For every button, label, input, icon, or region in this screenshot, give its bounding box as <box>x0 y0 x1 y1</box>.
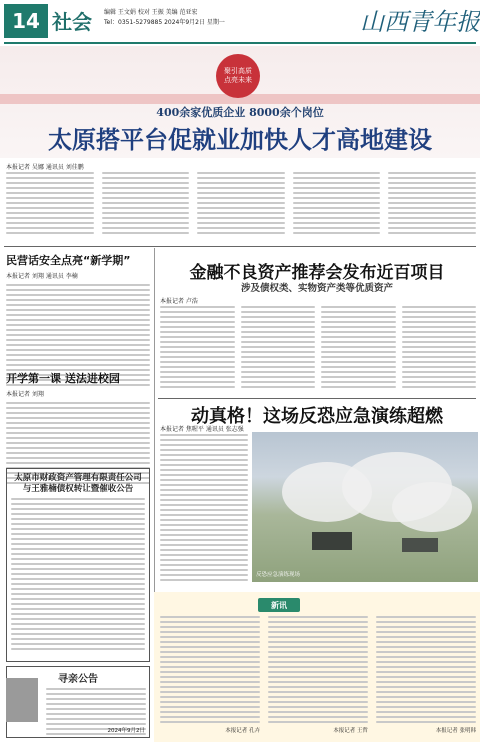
top-article-headline: 太原搭平台促就业加快人才高地建设 <box>48 125 432 154</box>
vehicle <box>402 538 438 552</box>
text-column <box>293 172 381 242</box>
news-item <box>160 616 260 738</box>
stamp-text: 点亮未来 <box>224 76 252 84</box>
finance-subtitle: 涉及债权类、实物资产类等优质资产 <box>240 283 393 294</box>
section-title: 社会 <box>52 10 92 34</box>
stamp-text: 聚引高质 <box>224 66 252 75</box>
text-column <box>241 306 316 396</box>
search-notice-date: 2024年9月2日 <box>107 728 145 734</box>
news-item-byline: 本报记者 王哲 <box>333 728 368 734</box>
header-rule <box>4 42 476 44</box>
header-meta <box>104 8 225 27</box>
news-item-byline: 本报记者 张明韩 <box>435 728 476 734</box>
page-header <box>0 0 480 46</box>
banner-stamp <box>216 54 260 98</box>
vehicle <box>312 532 352 550</box>
left-article-byline: 本报记者 刘翔 <box>6 391 44 398</box>
news-item-byline: 本报记者 孔卉 <box>225 728 260 734</box>
news-item <box>376 616 476 738</box>
drill-photo <box>252 432 478 582</box>
section-divider <box>4 246 476 247</box>
left-article-headline: 民营话安全点亮“新学期” <box>6 254 131 267</box>
header-meta-line: 编辑 王文娟 校对 王振 美编 范亚宏 <box>104 9 198 16</box>
text-column <box>160 306 235 396</box>
left-article-headline: 开学第一课 送法进校园 <box>6 372 120 385</box>
finance-headline: 金融不良资产推荐会发布近百项目 <box>189 263 445 283</box>
masthead-logo: 山西青年报 <box>360 8 480 36</box>
notice-body <box>11 498 145 650</box>
notice-box <box>6 468 150 662</box>
search-notice-title: 寻亲公告 <box>58 674 98 685</box>
top-article-byline: 本报记者 吴娜 通讯员 刘佳鹏 <box>6 164 84 171</box>
drill-headline: 动真格！这场反恐应急演练超燃 <box>191 406 443 427</box>
notice-title: 太原市财政资产管理有限责任公司与王雅楠债权转让暨催收公告 <box>14 473 142 495</box>
section-divider <box>158 398 476 399</box>
news-item <box>268 616 368 738</box>
person-photo <box>6 678 38 722</box>
finance-byline: 本报记者 卢浩 <box>160 298 198 305</box>
top-article-body <box>6 172 476 242</box>
left-article-byline: 本报记者 刘翔 通讯员 李楠 <box>6 273 78 280</box>
header-meta-line: Tel：0351-5279885 2024年9月2日 星期一 <box>104 18 225 26</box>
top-article-subtitle: 400余家优质企业 8000余个岗位 <box>156 106 324 119</box>
text-column <box>102 172 190 242</box>
text-column <box>321 306 396 396</box>
smoke-cloud <box>392 482 472 532</box>
text-column <box>6 172 94 242</box>
drill-body <box>160 434 248 584</box>
photo-caption: 反恐应急演练现场 <box>256 572 301 578</box>
news-tag: 新讯 <box>258 598 300 612</box>
left-article <box>6 252 150 389</box>
news-items <box>160 616 476 738</box>
drill-byline: 本报记者 焦喔平 通讯员 张志强 <box>160 426 244 433</box>
text-column <box>197 172 285 242</box>
page-number: 14 <box>4 4 48 38</box>
finance-body <box>160 306 476 396</box>
text-column <box>388 172 476 242</box>
text-column <box>402 306 477 396</box>
